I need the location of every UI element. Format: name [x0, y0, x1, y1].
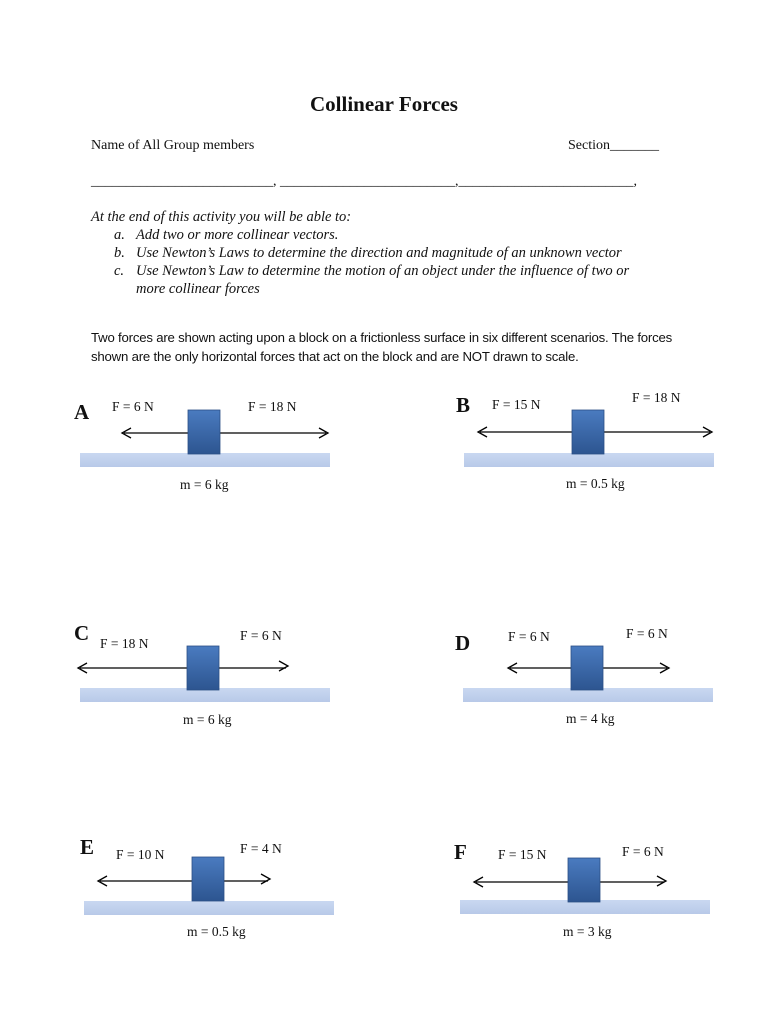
right-force-arrowhead — [279, 661, 288, 671]
scenario-a — [74, 395, 340, 505]
left-force-label: F = 10 N — [116, 847, 165, 862]
right-force-label: F = 18 N — [248, 399, 297, 414]
mass-label: m = 3 kg — [563, 924, 612, 939]
mass-label: m = 0.5 kg — [187, 924, 246, 939]
section-label: Section_______ — [568, 138, 659, 153]
objective-text: Use Newton’s Law to determine the motion of an object under the influence of two or — [136, 263, 630, 279]
left-force-label: F = 6 N — [112, 399, 154, 414]
right-force-arrowhead — [261, 874, 270, 884]
page-title: Collinear Forces — [310, 92, 458, 116]
objective-b — [114, 245, 622, 262]
left-force-label: F = 6 N — [508, 629, 550, 644]
frictionless-surface — [80, 453, 330, 467]
scenario-c — [74, 620, 340, 730]
right-force-arrowhead — [657, 876, 666, 886]
right-force-label: F = 18 N — [632, 390, 681, 405]
right-force-label: F = 4 N — [240, 841, 282, 856]
scenario-letter: E — [80, 835, 95, 859]
scenario-letter: D — [455, 631, 471, 655]
group-members-label: Name of All Group members — [91, 138, 255, 153]
left-force-label: F = 18 N — [100, 636, 149, 651]
block — [188, 410, 220, 454]
mass-label: m = 6 kg — [183, 712, 232, 727]
objective-letter: c. — [114, 263, 125, 279]
block — [568, 858, 600, 902]
objective-a — [114, 227, 338, 244]
mass-label: m = 0.5 kg — [566, 476, 625, 491]
objective-c-continued: more collinear forces — [136, 281, 260, 297]
scenario-letter: C — [74, 621, 90, 645]
block — [192, 857, 224, 901]
mass-label: m = 6 kg — [180, 477, 229, 492]
left-force-label: F = 15 N — [498, 847, 547, 862]
name-blanks: __________________________, _________________________,_________________________, — [91, 174, 637, 189]
scenario-e — [80, 835, 344, 945]
block — [571, 646, 603, 690]
right-force-label: F = 6 N — [626, 626, 668, 641]
right-force-label: F = 6 N — [622, 844, 664, 859]
scenario-f — [454, 838, 720, 948]
frictionless-surface — [84, 901, 334, 915]
scenario-letter: A — [74, 400, 90, 424]
instructions-paragraph: Two forces are shown acting upon a block on a frictionless surface in six different scenarios. The forces shown are the only horizontal forces that act on the block and are NOT drawn to scale. — [91, 330, 673, 364]
right-force-label: F = 6 N — [240, 628, 282, 643]
left-force-label: F = 15 N — [492, 397, 541, 412]
scenario-d — [455, 625, 723, 735]
objective-text: Add two or more collinear vectors. — [136, 227, 339, 243]
frictionless-surface — [464, 453, 714, 467]
objectives-intro: At the end of this activity you will be able to: — [91, 209, 352, 225]
scenario-letter: F — [454, 840, 467, 864]
scenario-b — [456, 390, 724, 500]
objective-letter: b. — [114, 245, 125, 261]
block — [572, 410, 604, 454]
objective-letter: a. — [114, 227, 125, 243]
objective-text: Use Newton’s Laws to determine the direction and magnitude of an unknown vector — [136, 245, 622, 261]
objective-c — [114, 263, 629, 280]
block — [187, 646, 219, 690]
scenario-letter: B — [456, 393, 471, 417]
mass-label: m = 4 kg — [566, 711, 615, 726]
